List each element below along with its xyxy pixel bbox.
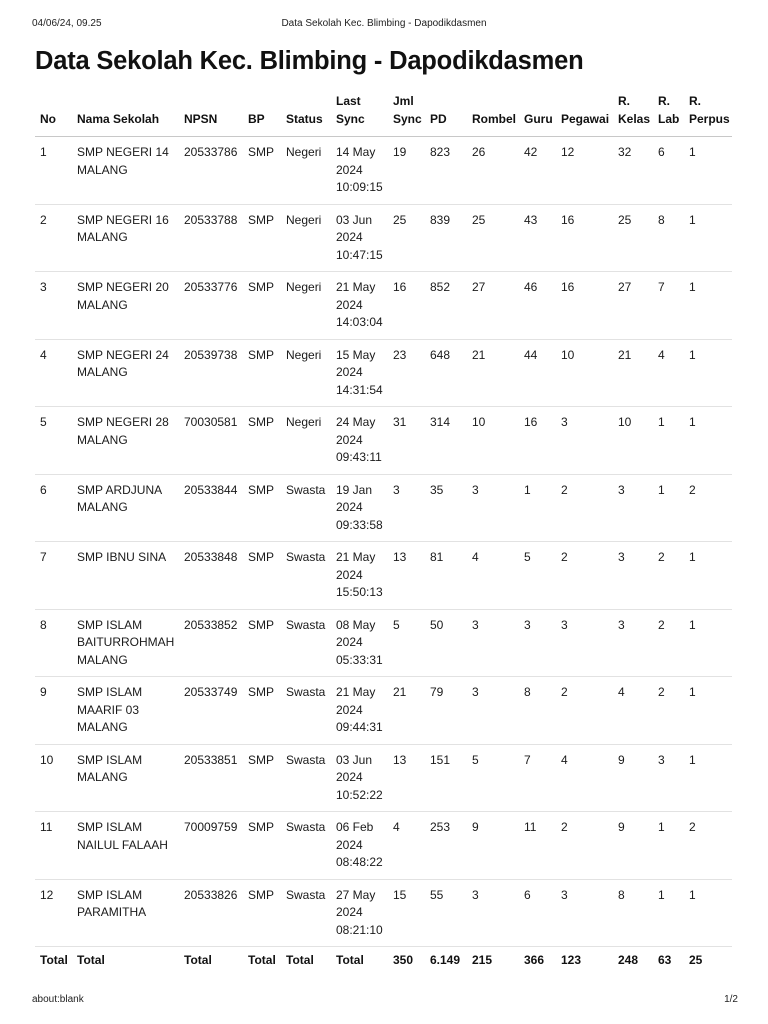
cell-guru: 42 <box>519 137 556 205</box>
cell-status: Negeri <box>281 339 331 407</box>
cell-status: Swasta <box>281 474 331 542</box>
cell-guru: 3 <box>519 609 556 677</box>
cell-bp: SMP <box>243 609 281 677</box>
cell-guru: 7 <box>519 744 556 812</box>
cell-pegawai: 3 <box>556 879 613 947</box>
cell-jml-sync: 31 <box>388 407 425 475</box>
cell-guru: 5 <box>519 542 556 610</box>
cell-nama-sekolah: SMP NEGERI 20 MALANG <box>72 272 179 340</box>
print-footer <box>32 994 736 1008</box>
cell-last-sync: 27 May 2024 08:21:10 <box>331 879 388 947</box>
col-header-rombel: Rombel <box>467 86 519 137</box>
cell-jml-sync: 15 <box>388 879 425 947</box>
cell-npsn: 20539738 <box>179 339 243 407</box>
print-header <box>32 18 736 32</box>
cell-no: 3 <box>35 272 72 340</box>
cell-jml-sync: 3 <box>388 474 425 542</box>
table-body <box>35 137 732 947</box>
cell-jml-sync: 13 <box>388 542 425 610</box>
cell-last-sync: 21 May 2024 15:50:13 <box>331 542 388 610</box>
col-header-r-lab: R. Lab <box>653 86 684 137</box>
cell-guru: 46 <box>519 272 556 340</box>
print-datetime: 04/06/24, 09.25 <box>32 18 102 29</box>
cell-status: Swasta <box>281 677 331 745</box>
cell-jml-sync: 16 <box>388 272 425 340</box>
cell-status: Swasta <box>281 744 331 812</box>
total-nama: Total <box>77 953 105 968</box>
col-header-r-perpus: R. Perpus <box>684 86 732 137</box>
total-pegawai: 123 <box>561 953 582 968</box>
cell-pegawai: 3 <box>556 609 613 677</box>
cell-r-kelas: 27 <box>613 272 653 340</box>
cell-last-sync: 03 Jun 2024 10:47:15 <box>331 204 388 272</box>
cell-r-lab: 8 <box>653 204 684 272</box>
cell-rombel: 27 <box>467 272 519 340</box>
cell-last-sync: 08 May 2024 05:33:31 <box>331 609 388 677</box>
cell-r-lab: 7 <box>653 272 684 340</box>
cell-npsn: 20533749 <box>179 677 243 745</box>
cell-npsn: 20533826 <box>179 879 243 947</box>
cell-jml-sync: 5 <box>388 609 425 677</box>
cell-r-lab: 6 <box>653 137 684 205</box>
cell-r-kelas: 3 <box>613 474 653 542</box>
cell-bp: SMP <box>243 677 281 745</box>
cell-pegawai: 2 <box>556 474 613 542</box>
cell-status: Negeri <box>281 272 331 340</box>
cell-pd: 50 <box>425 609 467 677</box>
cell-no: 10 <box>35 744 72 812</box>
col-header-status: Status <box>281 86 331 137</box>
cell-npsn: 20533848 <box>179 542 243 610</box>
cell-rombel: 10 <box>467 407 519 475</box>
col-header-last-sync: Last Sync <box>331 86 388 137</box>
cell-r-lab: 4 <box>653 339 684 407</box>
cell-pegawai: 10 <box>556 339 613 407</box>
table-row <box>35 677 732 745</box>
school-data-table <box>35 86 732 975</box>
cell-r-kelas: 10 <box>613 407 653 475</box>
cell-r-perpus: 1 <box>684 137 732 205</box>
cell-r-lab: 2 <box>653 542 684 610</box>
cell-r-kelas: 9 <box>613 812 653 880</box>
cell-jml-sync: 4 <box>388 812 425 880</box>
cell-rombel: 25 <box>467 204 519 272</box>
cell-r-kelas: 32 <box>613 137 653 205</box>
total-status: Total <box>286 953 314 968</box>
cell-no: 9 <box>35 677 72 745</box>
col-header-nama-sekolah: Nama Sekolah <box>72 86 179 137</box>
table-row <box>35 407 732 475</box>
col-header-pd: PD <box>425 86 467 137</box>
cell-bp: SMP <box>243 204 281 272</box>
cell-pd: 151 <box>425 744 467 812</box>
cell-last-sync: 03 Jun 2024 10:52:22 <box>331 744 388 812</box>
cell-status: Swasta <box>281 879 331 947</box>
print-url: about:blank <box>32 994 84 1005</box>
cell-bp: SMP <box>243 137 281 205</box>
cell-nama-sekolah: SMP NEGERI 28 MALANG <box>72 407 179 475</box>
total-bp: Total <box>248 953 276 968</box>
cell-r-kelas: 21 <box>613 339 653 407</box>
cell-nama-sekolah: SMP NEGERI 16 MALANG <box>72 204 179 272</box>
cell-no: 8 <box>35 609 72 677</box>
cell-bp: SMP <box>243 407 281 475</box>
cell-r-perpus: 1 <box>684 677 732 745</box>
table-row <box>35 879 732 947</box>
cell-r-perpus: 1 <box>684 407 732 475</box>
cell-bp: SMP <box>243 474 281 542</box>
cell-pegawai: 2 <box>556 542 613 610</box>
cell-r-kelas: 3 <box>613 609 653 677</box>
cell-rombel: 26 <box>467 137 519 205</box>
total-r-perpus: 25 <box>689 953 703 968</box>
cell-nama-sekolah: SMP ISLAM MALANG <box>72 744 179 812</box>
cell-r-lab: 2 <box>653 677 684 745</box>
cell-pegawai: 2 <box>556 677 613 745</box>
cell-r-perpus: 1 <box>684 744 732 812</box>
page-title: Data Sekolah Kec. Blimbing - Dapodikdasmen <box>35 47 584 75</box>
cell-npsn: 20533786 <box>179 137 243 205</box>
cell-no: 6 <box>35 474 72 542</box>
cell-status: Negeri <box>281 137 331 205</box>
cell-nama-sekolah: SMP NEGERI 14 MALANG <box>72 137 179 205</box>
cell-no: 12 <box>35 879 72 947</box>
table-row <box>35 609 732 677</box>
cell-rombel: 3 <box>467 609 519 677</box>
cell-nama-sekolah: SMP ISLAM MAARIF 03 MALANG <box>72 677 179 745</box>
cell-r-perpus: 2 <box>684 812 732 880</box>
cell-bp: SMP <box>243 744 281 812</box>
cell-guru: 43 <box>519 204 556 272</box>
cell-nama-sekolah: SMP IBNU SINA <box>72 542 179 610</box>
cell-pegawai: 4 <box>556 744 613 812</box>
cell-no: 1 <box>35 137 72 205</box>
table-row <box>35 137 732 205</box>
cell-r-perpus: 1 <box>684 204 732 272</box>
cell-rombel: 9 <box>467 812 519 880</box>
table-row <box>35 339 732 407</box>
col-header-no: No <box>35 86 72 137</box>
print-page-number: 1/2 <box>724 994 738 1005</box>
cell-r-perpus: 1 <box>684 272 732 340</box>
total-pd: 6.149 <box>430 953 461 968</box>
cell-rombel: 21 <box>467 339 519 407</box>
cell-r-lab: 3 <box>653 744 684 812</box>
cell-pegawai: 12 <box>556 137 613 205</box>
cell-last-sync: 15 May 2024 14:31:54 <box>331 339 388 407</box>
cell-bp: SMP <box>243 272 281 340</box>
cell-npsn: 20533851 <box>179 744 243 812</box>
total-rombel: 215 <box>472 953 493 968</box>
cell-guru: 11 <box>519 812 556 880</box>
table-row <box>35 474 732 542</box>
cell-pegawai: 16 <box>556 204 613 272</box>
cell-bp: SMP <box>243 542 281 610</box>
cell-nama-sekolah: SMP ISLAM PARAMITHA <box>72 879 179 947</box>
cell-guru: 44 <box>519 339 556 407</box>
cell-last-sync: 21 May 2024 09:44:31 <box>331 677 388 745</box>
cell-pd: 55 <box>425 879 467 947</box>
cell-pegawai: 16 <box>556 272 613 340</box>
cell-r-lab: 2 <box>653 609 684 677</box>
cell-last-sync: 19 Jan 2024 09:33:58 <box>331 474 388 542</box>
table-row <box>35 744 732 812</box>
col-header-bp: BP <box>243 86 281 137</box>
table-header-row <box>35 86 732 137</box>
cell-npsn: 20533852 <box>179 609 243 677</box>
col-header-pegawai: Pegawai <box>556 86 613 137</box>
cell-status: Swasta <box>281 812 331 880</box>
cell-r-kelas: 4 <box>613 677 653 745</box>
cell-pd: 823 <box>425 137 467 205</box>
cell-status: Swasta <box>281 542 331 610</box>
col-header-jml-sync: Jml Sync <box>388 86 425 137</box>
cell-pd: 852 <box>425 272 467 340</box>
col-header-npsn: NPSN <box>179 86 243 137</box>
cell-rombel: 3 <box>467 677 519 745</box>
cell-r-lab: 1 <box>653 812 684 880</box>
cell-r-kelas: 8 <box>613 879 653 947</box>
cell-npsn: 20533776 <box>179 272 243 340</box>
cell-r-perpus: 2 <box>684 474 732 542</box>
table-total-row <box>35 947 732 976</box>
cell-last-sync: 06 Feb 2024 08:48:22 <box>331 812 388 880</box>
cell-jml-sync: 21 <box>388 677 425 745</box>
table-row <box>35 812 732 880</box>
total-jml-sync: 350 <box>393 953 414 968</box>
cell-pd: 81 <box>425 542 467 610</box>
table-row <box>35 272 732 340</box>
cell-r-lab: 1 <box>653 879 684 947</box>
cell-last-sync: 24 May 2024 09:43:11 <box>331 407 388 475</box>
cell-pd: 314 <box>425 407 467 475</box>
col-header-guru: Guru <box>519 86 556 137</box>
cell-no: 2 <box>35 204 72 272</box>
print-doc-title: Data Sekolah Kec. Blimbing - Dapodikdasmen <box>281 18 487 29</box>
cell-jml-sync: 19 <box>388 137 425 205</box>
cell-rombel: 3 <box>467 879 519 947</box>
cell-nama-sekolah: SMP ARDJUNA MALANG <box>72 474 179 542</box>
cell-r-kelas: 3 <box>613 542 653 610</box>
cell-nama-sekolah: SMP ISLAM BAITURROHMAH MALANG <box>72 609 179 677</box>
table-row <box>35 542 732 610</box>
cell-jml-sync: 23 <box>388 339 425 407</box>
total-no: Total <box>40 953 68 968</box>
cell-r-kelas: 25 <box>613 204 653 272</box>
cell-guru: 1 <box>519 474 556 542</box>
total-r-lab: 63 <box>658 953 672 968</box>
cell-bp: SMP <box>243 812 281 880</box>
total-npsn: Total <box>184 953 212 968</box>
cell-pegawai: 3 <box>556 407 613 475</box>
total-guru: 366 <box>524 953 545 968</box>
total-last-sync: Total <box>336 953 364 968</box>
cell-pegawai: 2 <box>556 812 613 880</box>
cell-npsn: 70009759 <box>179 812 243 880</box>
cell-r-perpus: 1 <box>684 339 732 407</box>
cell-r-kelas: 9 <box>613 744 653 812</box>
total-r-kelas: 248 <box>618 953 639 968</box>
cell-last-sync: 14 May 2024 10:09:15 <box>331 137 388 205</box>
cell-rombel: 5 <box>467 744 519 812</box>
cell-pd: 839 <box>425 204 467 272</box>
cell-rombel: 3 <box>467 474 519 542</box>
cell-guru: 8 <box>519 677 556 745</box>
cell-last-sync: 21 May 2024 14:03:04 <box>331 272 388 340</box>
cell-status: Negeri <box>281 204 331 272</box>
cell-npsn: 20533788 <box>179 204 243 272</box>
cell-bp: SMP <box>243 339 281 407</box>
cell-r-perpus: 1 <box>684 542 732 610</box>
cell-bp: SMP <box>243 879 281 947</box>
cell-pd: 253 <box>425 812 467 880</box>
cell-pd: 79 <box>425 677 467 745</box>
cell-r-lab: 1 <box>653 474 684 542</box>
cell-pd: 648 <box>425 339 467 407</box>
cell-r-perpus: 1 <box>684 609 732 677</box>
cell-no: 11 <box>35 812 72 880</box>
cell-jml-sync: 13 <box>388 744 425 812</box>
cell-nama-sekolah: SMP NEGERI 24 MALANG <box>72 339 179 407</box>
cell-status: Negeri <box>281 407 331 475</box>
cell-pd: 35 <box>425 474 467 542</box>
cell-r-perpus: 1 <box>684 879 732 947</box>
cell-guru: 6 <box>519 879 556 947</box>
cell-no: 5 <box>35 407 72 475</box>
cell-rombel: 4 <box>467 542 519 610</box>
col-header-r-kelas: R. Kelas <box>613 86 653 137</box>
cell-jml-sync: 25 <box>388 204 425 272</box>
cell-status: Swasta <box>281 609 331 677</box>
table-row <box>35 204 732 272</box>
cell-npsn: 20533844 <box>179 474 243 542</box>
cell-r-lab: 1 <box>653 407 684 475</box>
cell-no: 4 <box>35 339 72 407</box>
cell-nama-sekolah: SMP ISLAM NAILUL FALAAH <box>72 812 179 880</box>
cell-guru: 16 <box>519 407 556 475</box>
cell-no: 7 <box>35 542 72 610</box>
cell-npsn: 70030581 <box>179 407 243 475</box>
